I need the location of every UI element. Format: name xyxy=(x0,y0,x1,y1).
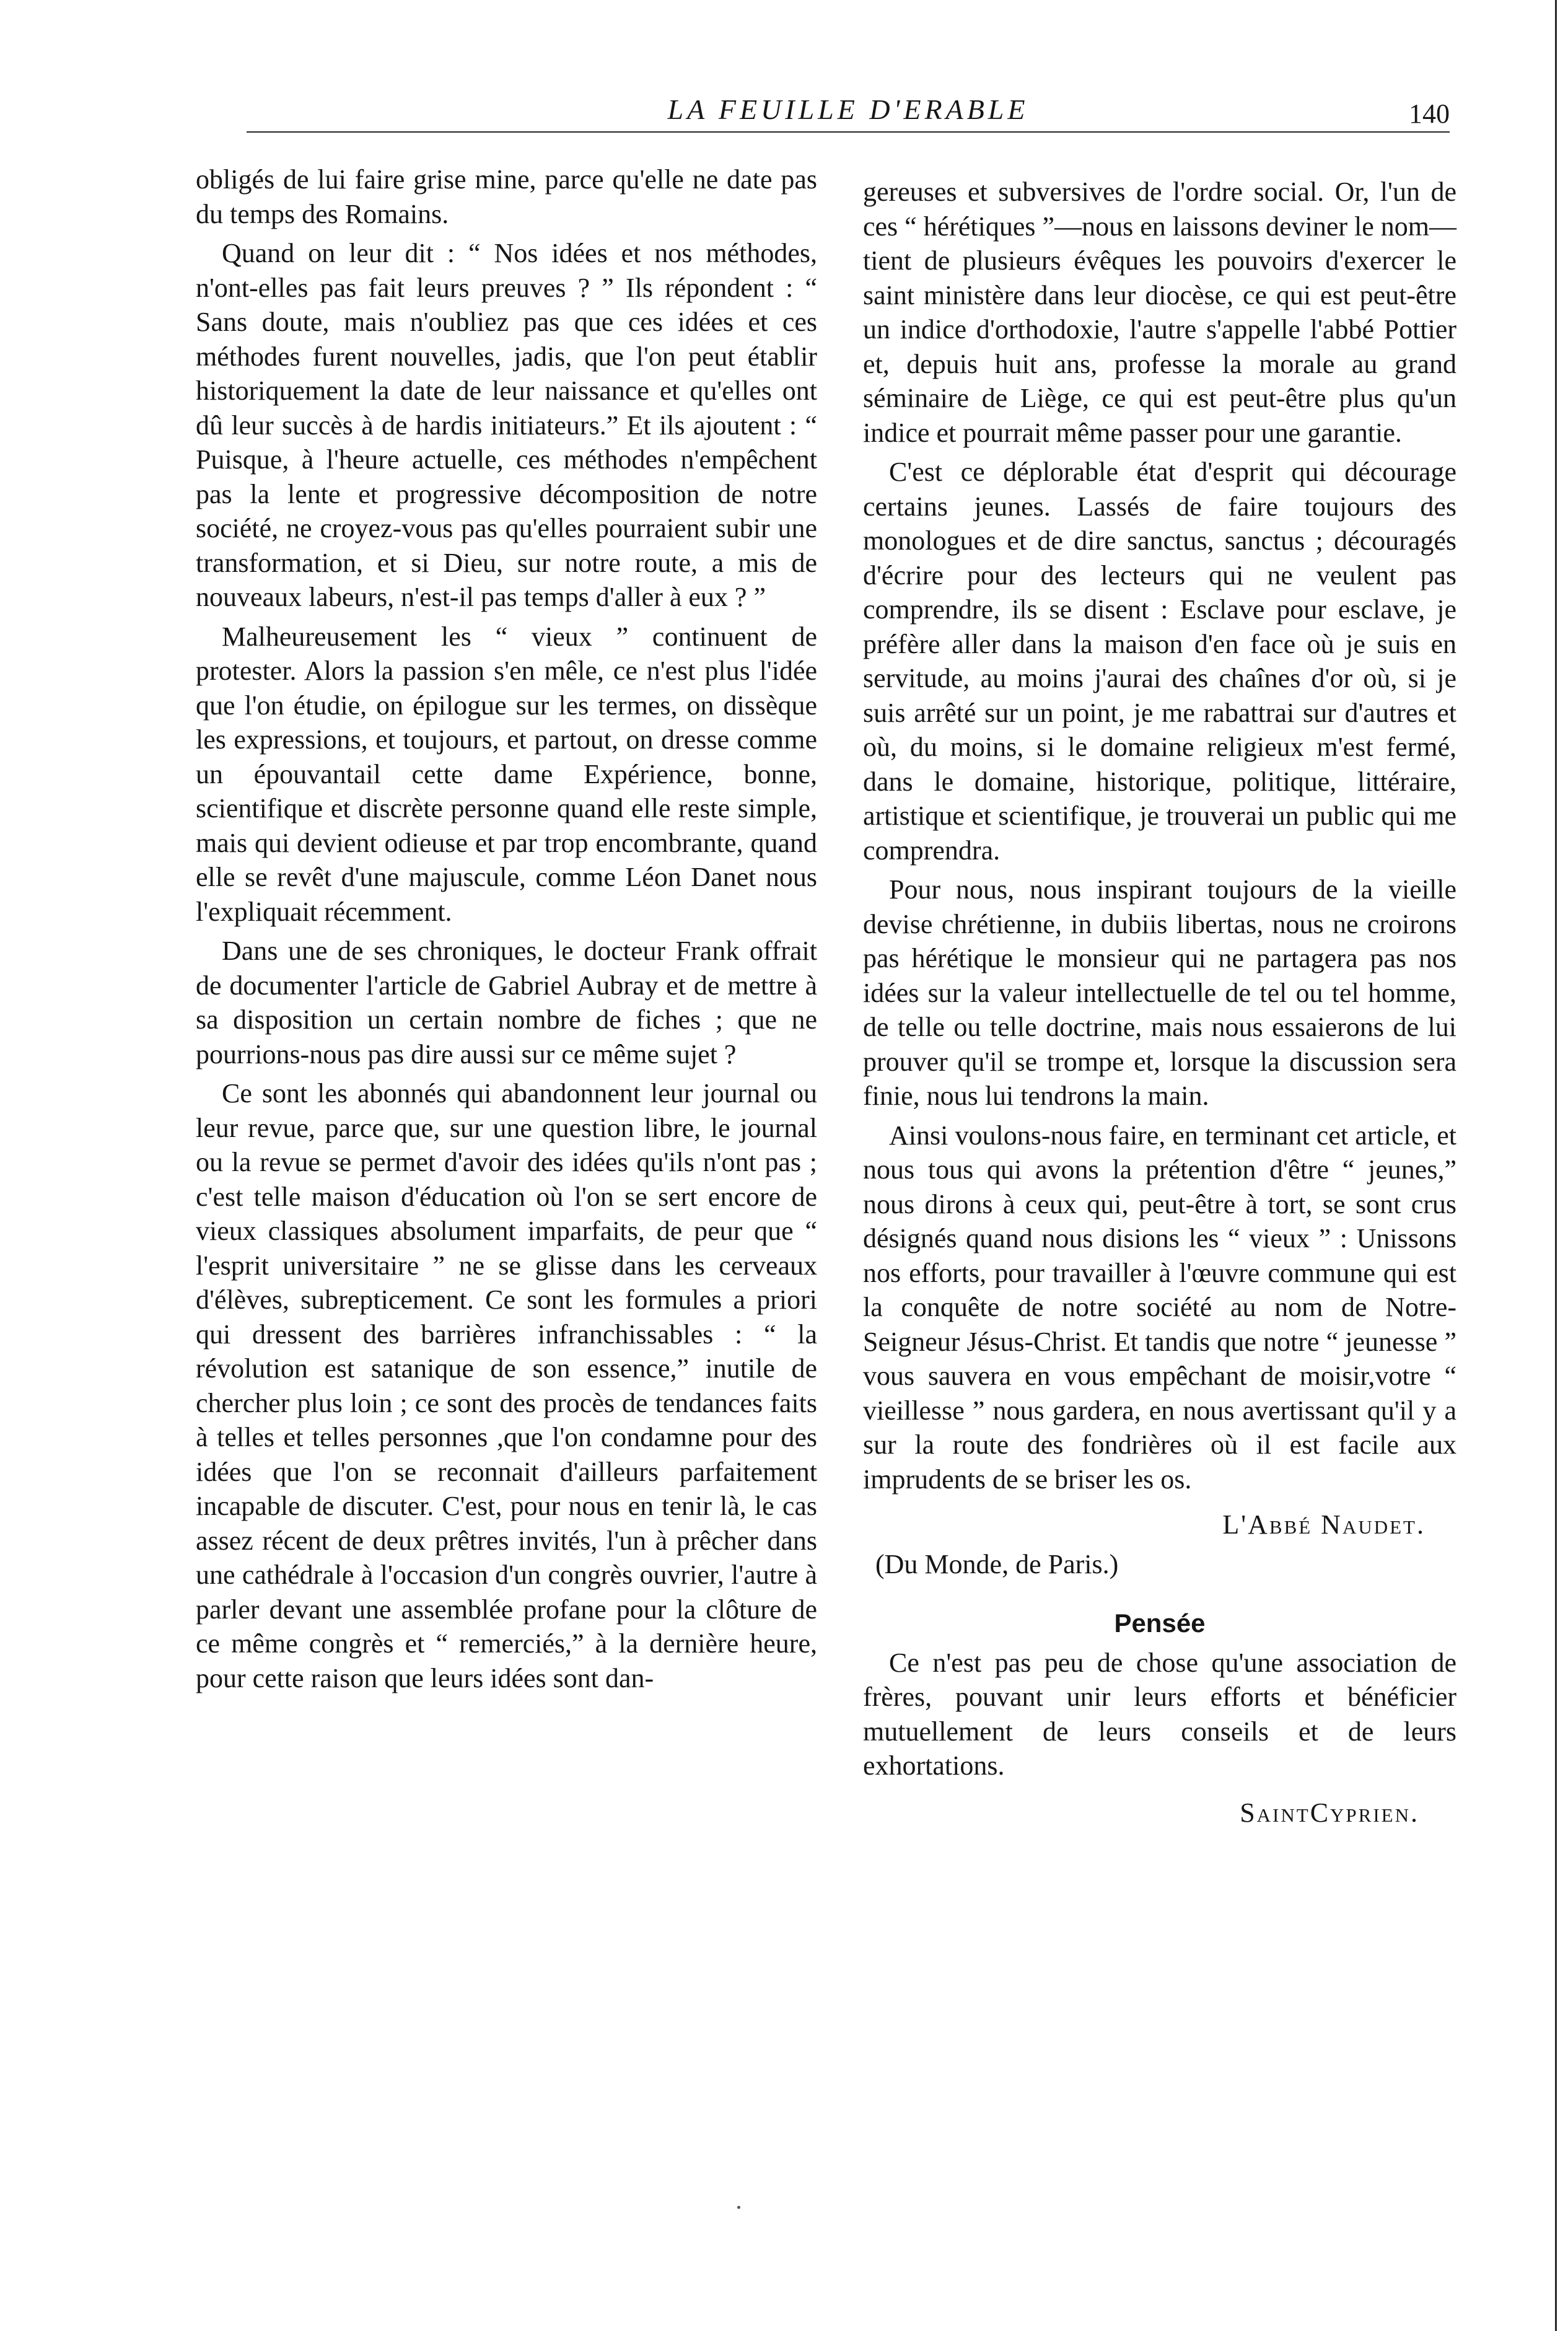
paragraph: Ainsi voulons-nous faire, en terminant cet article, et nous tous qui avons la prétention d'être “ jeunes,” nous dirons à ceux qui, peut-être à tort, se sont crus désignés quand nous disions les “ vieux ” : Unissons nos efforts, pour travailler à l'œuvre commune qui est la conquête de notre société au nom de Notre-Seigneur Jésus-Christ. Et tandis que notre “ jeunesse ” vous sauvera en vous empêchant de moisir,votre “ vieillesse ” nous gardera, en nous avertissant qu'il y a sur la route des fondrières où il est facile aux imprudents de se briser les os. xyxy=(863,1120,1456,1495)
pensee-signature: SaintCyprien. xyxy=(1240,1797,1419,1828)
paragraph: Malheureusement les “ vieux ” continuent de protester. Alors la passion s'en mêle, ce n'est plus l'idée que l'on étudie, on épilogue sur les termes, on dissèque les expressions, et toujours, et partout, on dresse comme un épouvantail cette dame Expérience, bonne, scientifique et discrète personne quand elle reste simple, mais qui devient odieuse et par trop encombrante, quand elle se revêt d'une majuscule, comme Léon Danet nous l'expliquait récemment. xyxy=(196,621,817,927)
header-rule xyxy=(247,131,1450,133)
paragraph: Pour nous, nous inspirant toujours de la vieille devise chrétienne, in dubiis libertas, nous ne croirons pas hérétique le monsieur qui ne partagera pas nos idées sur la valeur intellectuelle de tel ou tel homme, de telle ou telle doctrine, mais nous essaierons de lui prouver qu'il se trompe et, lorsque la discussion sera finie, nous lui tendrons la main. xyxy=(863,874,1456,1111)
page-number: 140 xyxy=(1409,99,1450,129)
paragraph: Quand on leur dit : “ Nos idées et nos méthodes, n'ont-elles pas fait leurs preuves ? ” Ils répondent : “ Sans doute, mais n'oubliez pas que ces idées et ces méthodes furent nouvelles, jadis, que l'on peut établir historiquement la date de leur naissance et qu'elles ont dû leur succès à de hardis initiateurs.” Et ils ajoutent : “ Puisque, à l'heure actuelle, ces méthodes n'empêchent pas la lente et progressive décomposition de notre société, ne croyez-vous pas qu'elles pourraient subir une transformation, et si Dieu, sur notre route, a mis de nouveaux labeurs, n'est-il pas temps d'aller à eux ? ” xyxy=(196,238,817,612)
author-signature: L'Abbé Naudet. xyxy=(1222,1509,1426,1540)
printing-dot xyxy=(737,2206,740,2209)
page-header xyxy=(247,93,1450,131)
paragraph: gereuses et subversives de l'ordre social. Or, l'un de ces “ hérétiques ”—nous en laissons deviner le nom—tient de plusieurs évêques les pouvoirs d'exercer le saint ministère dans leur diocèse, ce qui est peut-être un indice d'orthodoxie, l'autre s'appelle l'abbé Pottier et, depuis huit ans, professe la morale au grand séminaire de Liège, ce qui est peut-être plus qu'un indice et pourrait même passer pour une garantie. xyxy=(863,177,1456,448)
pensee-text: Ce n'est pas peu de chose qu'une association de frères, pouvant unir leurs efforts et bénéficier mutuellement de leurs conseils et de leurs exhortations. xyxy=(863,1647,1456,1781)
page-edge-line xyxy=(1555,0,1557,2331)
section-title: Pensée xyxy=(1114,1609,1206,1638)
left-column xyxy=(196,162,817,1695)
paragraph: obligés de lui faire grise mine, parce qu'elle ne date pas du temps des Romains. xyxy=(196,164,817,229)
running-title: LA FEUILLE D'ERABLE xyxy=(667,94,1029,125)
right-column xyxy=(863,175,1456,1830)
source-note: (Du Monde, de Paris.) xyxy=(875,1548,1119,1579)
paragraph: C'est ce déplorable état d'esprit qui décourage certains jeunes. Lassés de faire toujours des monologues et de dire sanctus, sanctus ; découragés d'écrire pour des lecteurs qui ne veulent pas comprendre, ils se disent : Esclave pour esclave, je préfère aller dans la maison d'en face où je suis en servitude, au moins j'aurai des chaînes d'or où, si je suis arrêté sur un point, je me rabattrai sur d'autres et où, du moins, si le domaine religieux m'est fermé, dans le domaine, historique, politique, littéraire, artistique et scientifique, je trouverai un public qui me comprendra. xyxy=(863,457,1456,866)
paragraph: Dans une de ses chroniques, le docteur Frank offrait de documenter l'article de Gabriel Aubray et de mettre à sa disposition un certain nombre de fiches ; que ne pourrions-nous pas dire aussi sur ce même sujet ? xyxy=(196,936,817,1069)
paragraph: Ce sont les abonnés qui abandonnent leur journal ou leur revue, parce que, sur une question libre, le journal ou la revue se permet d'avoir des idées qu'ils n'ont pas ; c'est telle maison d'éducation où l'on se sert encore de vieux classiques absolument imparfaits, de peur que “ l'esprit universitaire ” ne se glisse dans les cerveaux d'élèves, subrepticement. Ce sont les formules a priori qui dressent des barrières infranchissables : “ la révolution est satanique de son essence,” inutile de chercher plus loin ; ce sont des procès de tendances faits à telles et telles personnes ,que l'on condamne pour des idées que l'on se reconnait d'ailleurs parfaitement incapable de discuter. C'est, pour nous en tenir là, le cas assez récent de deux prêtres invités, l'un à prêcher dans une cathédrale à l'occasion d'un congrès ouvrier, l'autre à parler devant une assemblée profane pour la clôture de ce même congrès et “ remerciés,” à la dernière heure, pour cette raison que leurs idées sont dan- xyxy=(196,1078,817,1693)
